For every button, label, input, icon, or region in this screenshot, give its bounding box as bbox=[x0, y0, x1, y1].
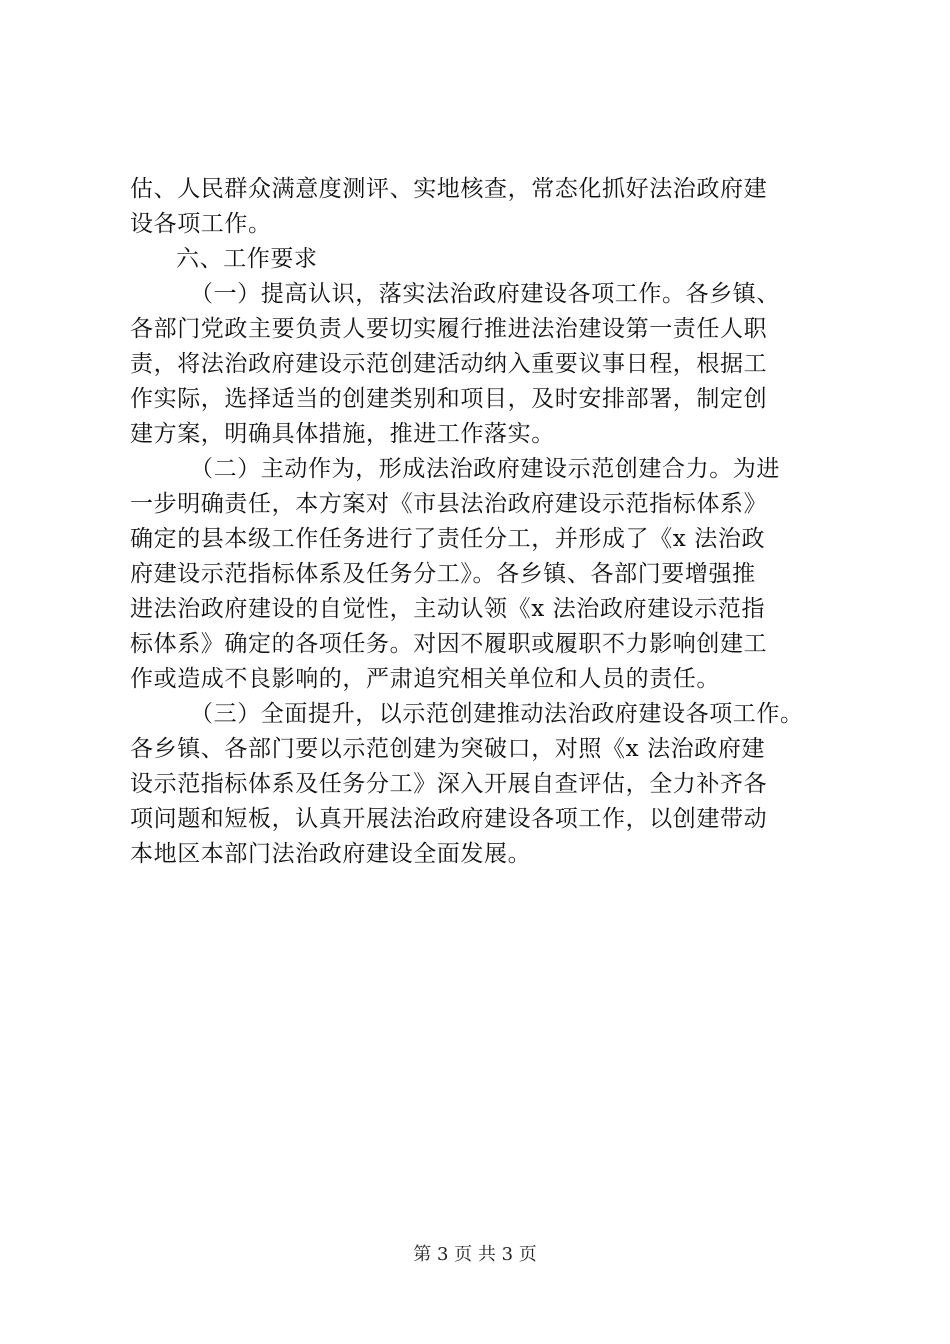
text-line: 标体系》确定的各项任务。对因不履职或履职不力影响创建工 bbox=[130, 631, 768, 657]
text-line: 一步明确责任，本方案对《市县法治政府建设示范指标体系》 bbox=[130, 491, 768, 517]
document-body bbox=[130, 172, 830, 872]
text-line: 本地区本部门法治政府建设全面发展。 bbox=[130, 841, 532, 867]
text-line: 确定的县本级工作任务进行了责任分工，并形成了《x 法治政 bbox=[130, 526, 766, 552]
text-line: 作实际，选择适当的创建类别和项目，及时安排部署，制定创 bbox=[130, 386, 768, 412]
text-line: 估、人民群众满意度测评、实地核查，常态化抓好法治政府建 bbox=[130, 176, 768, 202]
paragraph-heading: （二）主动作为，形成法治政府建设示范创建合力。为进 bbox=[190, 456, 780, 482]
text-line: 项问题和短板，认真开展法治政府建设各项工作，以创建带动 bbox=[130, 806, 768, 832]
text-line: 各乡镇、各部门要以示范创建为突破口，对照《x 法治政府建 bbox=[130, 736, 766, 762]
paragraph-heading: （三）全面提升，以示范创建推动法治政府建设各项工作。 bbox=[190, 701, 804, 727]
section-heading: 六、工作要求 bbox=[176, 246, 318, 272]
paragraph-heading: （一）提高认识，落实法治政府建设各项工作。各乡镇、 bbox=[190, 281, 780, 307]
text-line: 责，将法治政府建设示范创建活动纳入重要议事日程，根据工 bbox=[130, 351, 768, 377]
text-line: 府建设示范指标体系及任务分工》。各乡镇、各部门要增强推 bbox=[130, 561, 756, 587]
text-line: 作或造成不良影响的，严肃追究相关单位和人员的责任。 bbox=[130, 666, 720, 692]
text-line: 设示范指标体系及任务分工》深入开展自查评估，全力补齐各 bbox=[130, 771, 768, 797]
text-line: 各部门党政主要负责人要切实履行推进法治建设第一责任人职 bbox=[130, 316, 768, 342]
text-line: 建方案，明确具体措施，推进工作落实。 bbox=[130, 421, 555, 447]
page-footer: 第 3 页 共 3 页 bbox=[413, 1244, 537, 1265]
text-line: 进法治政府建设的自觉性，主动认领《x 法治政府建设示范指 bbox=[130, 596, 766, 622]
text-line: 设各项工作。 bbox=[130, 211, 272, 237]
